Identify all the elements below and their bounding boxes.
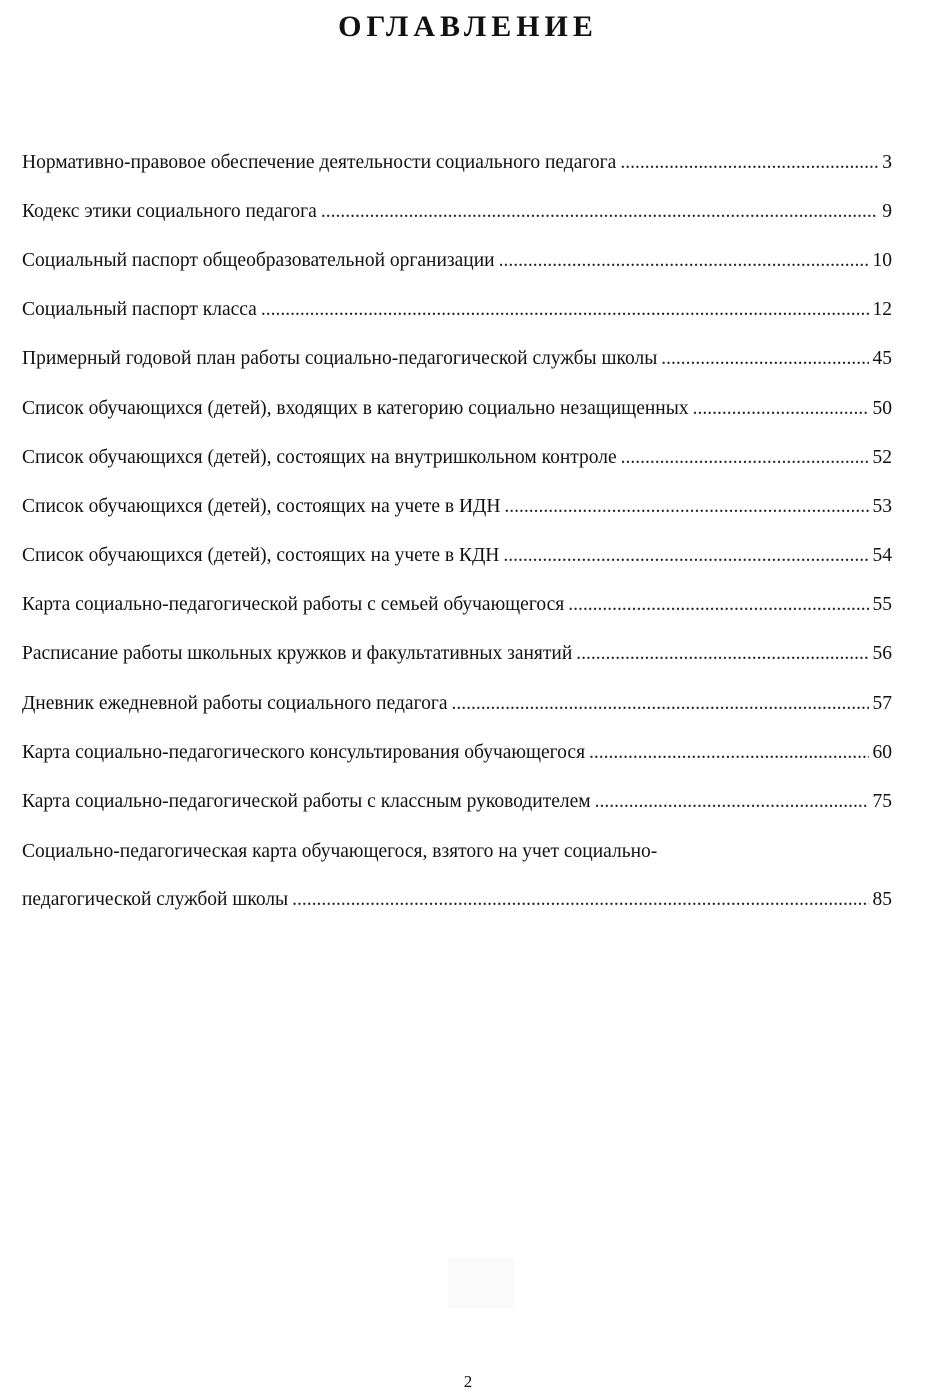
toc-dot-leader	[504, 496, 868, 518]
toc-entry-title: Карта социально-педагогического консультирования обучающегося	[22, 741, 586, 763]
toc-entry-title: Список обучающихся (детей), состоящих на внутришкольном контроле	[22, 446, 617, 468]
toc-entry-page: 54	[872, 545, 892, 567]
toc-dot-leader	[576, 643, 868, 665]
toc-dot-leader	[503, 545, 868, 567]
page-title: ОГЛАВЛЕНИЕ	[338, 10, 598, 43]
toc-entry[interactable]	[22, 384, 892, 433]
toc-entry[interactable]	[22, 630, 892, 679]
toc-entry[interactable]	[22, 138, 892, 187]
toc-entry[interactable]	[22, 433, 892, 482]
toc-entry-page: 45	[872, 348, 892, 370]
toc-entry[interactable]	[22, 236, 892, 285]
toc-entry-title: Список обучающихся (детей), входящих в категорию социально незащищенных	[22, 397, 689, 419]
toc-entry-title: Список обучающихся (детей), состоящих на учете в КДН	[22, 545, 500, 567]
toc-entry-title: Дневник ежедневной работы социального педагога	[22, 692, 448, 714]
toc-dot-leader	[661, 348, 868, 370]
toc-entry[interactable]	[22, 679, 892, 728]
toc-entry-page: 50	[872, 397, 892, 419]
toc-entry-page: 9	[882, 200, 892, 222]
table-of-contents	[22, 138, 892, 925]
toc-entry-page: 57	[872, 692, 892, 714]
toc-entry-title-line-2: педагогической службой школы	[22, 889, 289, 911]
toc-entry-page: 85	[872, 889, 892, 911]
toc-entry-title: Социальный паспорт класса	[22, 299, 257, 321]
toc-dot-leader	[620, 152, 878, 174]
toc-entry[interactable]	[22, 777, 892, 826]
toc-entry-title: Социальный паспорт общеобразовательной организации	[22, 249, 495, 271]
toc-dot-leader	[693, 398, 869, 420]
toc-dot-leader	[589, 742, 868, 764]
toc-entry-page: 53	[872, 495, 892, 517]
toc-dot-leader	[499, 250, 869, 272]
toc-entry-title: Нормативно-правовое обеспечение деятельности социального педагога	[22, 151, 617, 173]
toc-entry-page: 56	[872, 643, 892, 665]
toc-entry[interactable]	[22, 728, 892, 777]
toc-entry[interactable]	[22, 581, 892, 630]
toc-dot-leader	[568, 594, 868, 616]
toc-entry-page: 10	[872, 249, 892, 271]
toc-entry-page: 55	[872, 594, 892, 616]
toc-entry-page: 60	[872, 741, 892, 763]
toc-entry[interactable]	[22, 482, 892, 531]
toc-entry-page: 52	[872, 446, 892, 468]
toc-dot-leader	[595, 791, 869, 813]
scan-artifact	[448, 1258, 514, 1308]
toc-dot-leader	[292, 889, 868, 911]
toc-entry-line-2[interactable]	[22, 876, 892, 925]
toc-entry-title: Примерный годовой план работы социально-педагогической службы школы	[22, 348, 658, 370]
toc-entry-title-line-1: Социально-педагогическая карта обучающегося, взятого на учет социально-	[22, 840, 658, 862]
toc-entry[interactable]	[22, 187, 892, 236]
toc-entry-line-1[interactable]	[22, 827, 892, 876]
toc-entry[interactable]	[22, 335, 892, 384]
toc-dot-leader	[321, 201, 878, 223]
toc-dot-leader	[452, 693, 869, 715]
toc-entry-title: Кодекс этики социального педагога	[22, 200, 317, 222]
toc-entry-title: Расписание работы школьных кружков и факультативных занятий	[22, 643, 573, 665]
toc-entry-title: Карта социально-педагогической работы с семьей обучающегося	[22, 594, 565, 616]
toc-dot-leader	[621, 447, 869, 469]
toc-entry[interactable]	[22, 286, 892, 335]
toc-entry-page: 3	[882, 151, 892, 173]
toc-entry-page: 75	[872, 791, 892, 813]
toc-entry-title: Список обучающихся (детей), состоящих на учете в ИДН	[22, 495, 501, 517]
toc-entry[interactable]	[22, 532, 892, 581]
page-number: 2	[463, 1372, 473, 1391]
toc-entry-title: Карта социально-педагогической работы с классным руководителем	[22, 791, 591, 813]
toc-dot-leader	[261, 299, 869, 321]
toc-entry-page: 12	[872, 299, 892, 321]
